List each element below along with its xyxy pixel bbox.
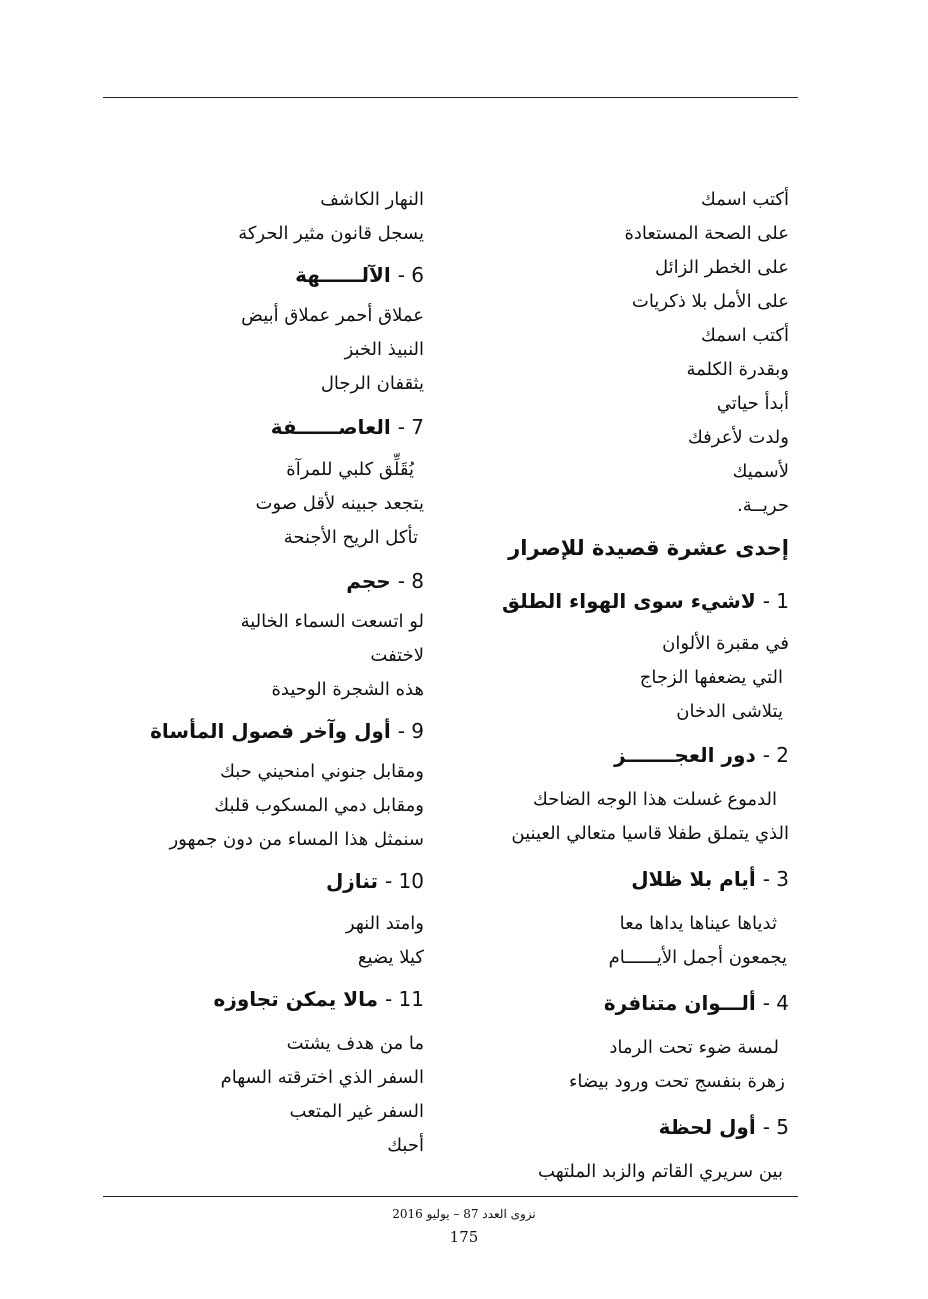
poem-title: دور العجـــــــز [614,743,756,767]
poem-title: أيام بلا ظلال [631,867,756,891]
poem-line: وبقدرة الكلمة [686,359,789,380]
poem-body [144,299,424,401]
bottom-rule [103,1196,798,1197]
poem-line: يُقَلِّق كلبي للمرآة [286,459,414,480]
poem-line: حريــة. [737,495,789,516]
poem-title: أول لحظة [658,1115,756,1139]
poem-line: الدموع غسلت هذا الوجه الضاحك [533,789,777,810]
poem-line: يثقفان الرجال [320,373,424,394]
poem-line: النبيذ الخبز [344,339,424,360]
poem-heading [489,859,789,899]
right-column [489,183,789,1189]
poem-line: أكتب اسمك [700,325,789,346]
poem-line: يتجعد جبينه لأقل صوت [255,493,424,514]
issue-footer: نزوى العدد 87 – يوليو 2016 [392,1207,536,1221]
poem-number: 8 - [397,569,424,593]
left-column [144,183,424,1163]
poem-line: النهار الكاشف [320,189,424,210]
poem-line: لأسميك [732,461,789,482]
poem-heading [489,1107,789,1147]
poem-heading [489,983,789,1023]
poem-line: ولدت لأعرفك [687,427,789,448]
poem-line: هذه الشجرة الوحيدة [271,679,424,700]
poem-title: لاشيء سوى الهواء الطلق [502,589,756,613]
poem-number: 6 - [397,263,424,287]
poem-body [489,783,789,851]
poem-number: 2 - [762,743,789,767]
poem-body [144,755,424,857]
poem-line: يتلاشى الدخان [676,701,783,722]
poem-line: سنمثل هذا المساء من دون جمهور [169,829,424,850]
poem-title: تنازل [325,869,378,893]
poem-heading [144,979,424,1019]
poem-title: ألـــوان متنافرة [603,991,756,1015]
poem-body [489,1031,789,1099]
poem-line: ومقابل جنوني امنحيني حبك [220,761,424,782]
opening-stanza [489,183,789,523]
poem-body [144,605,424,707]
poem-line: أكتب اسمك [700,189,789,210]
carryover-stanza [144,183,424,251]
poem-line: لو اتسعت السماء الخالية [240,611,424,632]
poem-line: السفر غير المتعب [289,1101,424,1122]
poem-title: أول وآخر فصول المأساة [150,719,391,743]
poem-number: 7 - [397,415,424,439]
poem-line: ومقابل دمي المسكوب قلبك [214,795,424,816]
poem-line: أبدأ حياتي [716,393,789,414]
poem-line: السفر الذي اخترقته السهام [220,1067,424,1088]
poem-number: 5 - [762,1115,789,1139]
poem-number: 11 - [384,987,424,1011]
poem-body [489,1155,789,1189]
poem-body [144,907,424,975]
poem-line: لمسة ضوء تحت الرماد [609,1037,779,1058]
poem-line: ما من هدف يشتت [286,1033,424,1054]
poem-heading [144,255,424,295]
poem-title: حجم [346,569,391,593]
poem-line: ثدياها عيناها يداها معا [619,913,777,934]
poem-heading [144,861,424,901]
page-number: 175 [449,1228,479,1246]
poem-heading [144,561,424,601]
poem-title: مالا يمكن تجاوزه [213,987,378,1011]
poem-title: العاصــــــفة [270,415,391,439]
poem-line: يسجل قانون مثير الحركة [238,223,424,244]
poem-title: الآلــــــهة [295,263,391,287]
poem-body [489,627,789,729]
poem-body [489,907,789,975]
poem-line: على الخطر الزائل [654,257,789,278]
poem-line: بين سريري القاتم والزبد الملتهب [538,1161,783,1182]
poem-line: تأكل الريح الأجنحة [283,527,418,548]
poem-line: على الأمل بلا ذكريات [631,291,789,312]
poem-heading [144,711,424,751]
poem-line: لاختفت [370,645,424,666]
poem-heading [489,581,789,621]
poem-line: كيلا يضيع [357,947,424,968]
section-title: إحدى عشرة قصيدة للإصرار [508,536,789,560]
poem-heading [144,407,424,447]
poem-number: 1 - [762,589,789,613]
poem-line: أحبك [387,1135,424,1156]
poem-line: على الصحة المستعادة [624,223,789,244]
poem-line: زهرة بنفسج تحت ورود بيضاء [568,1071,785,1092]
poem-line: الذي يتملق طفلا قاسيا متعالي العينين [511,823,789,844]
poem-number: 4 - [762,991,789,1015]
poem-line: في مقبرة الألوان [662,633,789,654]
poem-line: وامتد النهر [345,913,424,934]
poem-number: 9 - [397,719,424,743]
poem-line: التي يضعفها الزجاج [639,667,783,688]
poem-body [144,1027,424,1163]
poem-heading [489,735,789,775]
poem-number: 10 - [384,869,424,893]
poem-line: عملاق أحمر عملاق أبيض [241,305,424,326]
top-rule [103,97,798,98]
poem-line: يجمعون أجمل الأيــــــام [608,947,787,968]
poem-body [144,453,424,555]
poem-number: 3 - [762,867,789,891]
